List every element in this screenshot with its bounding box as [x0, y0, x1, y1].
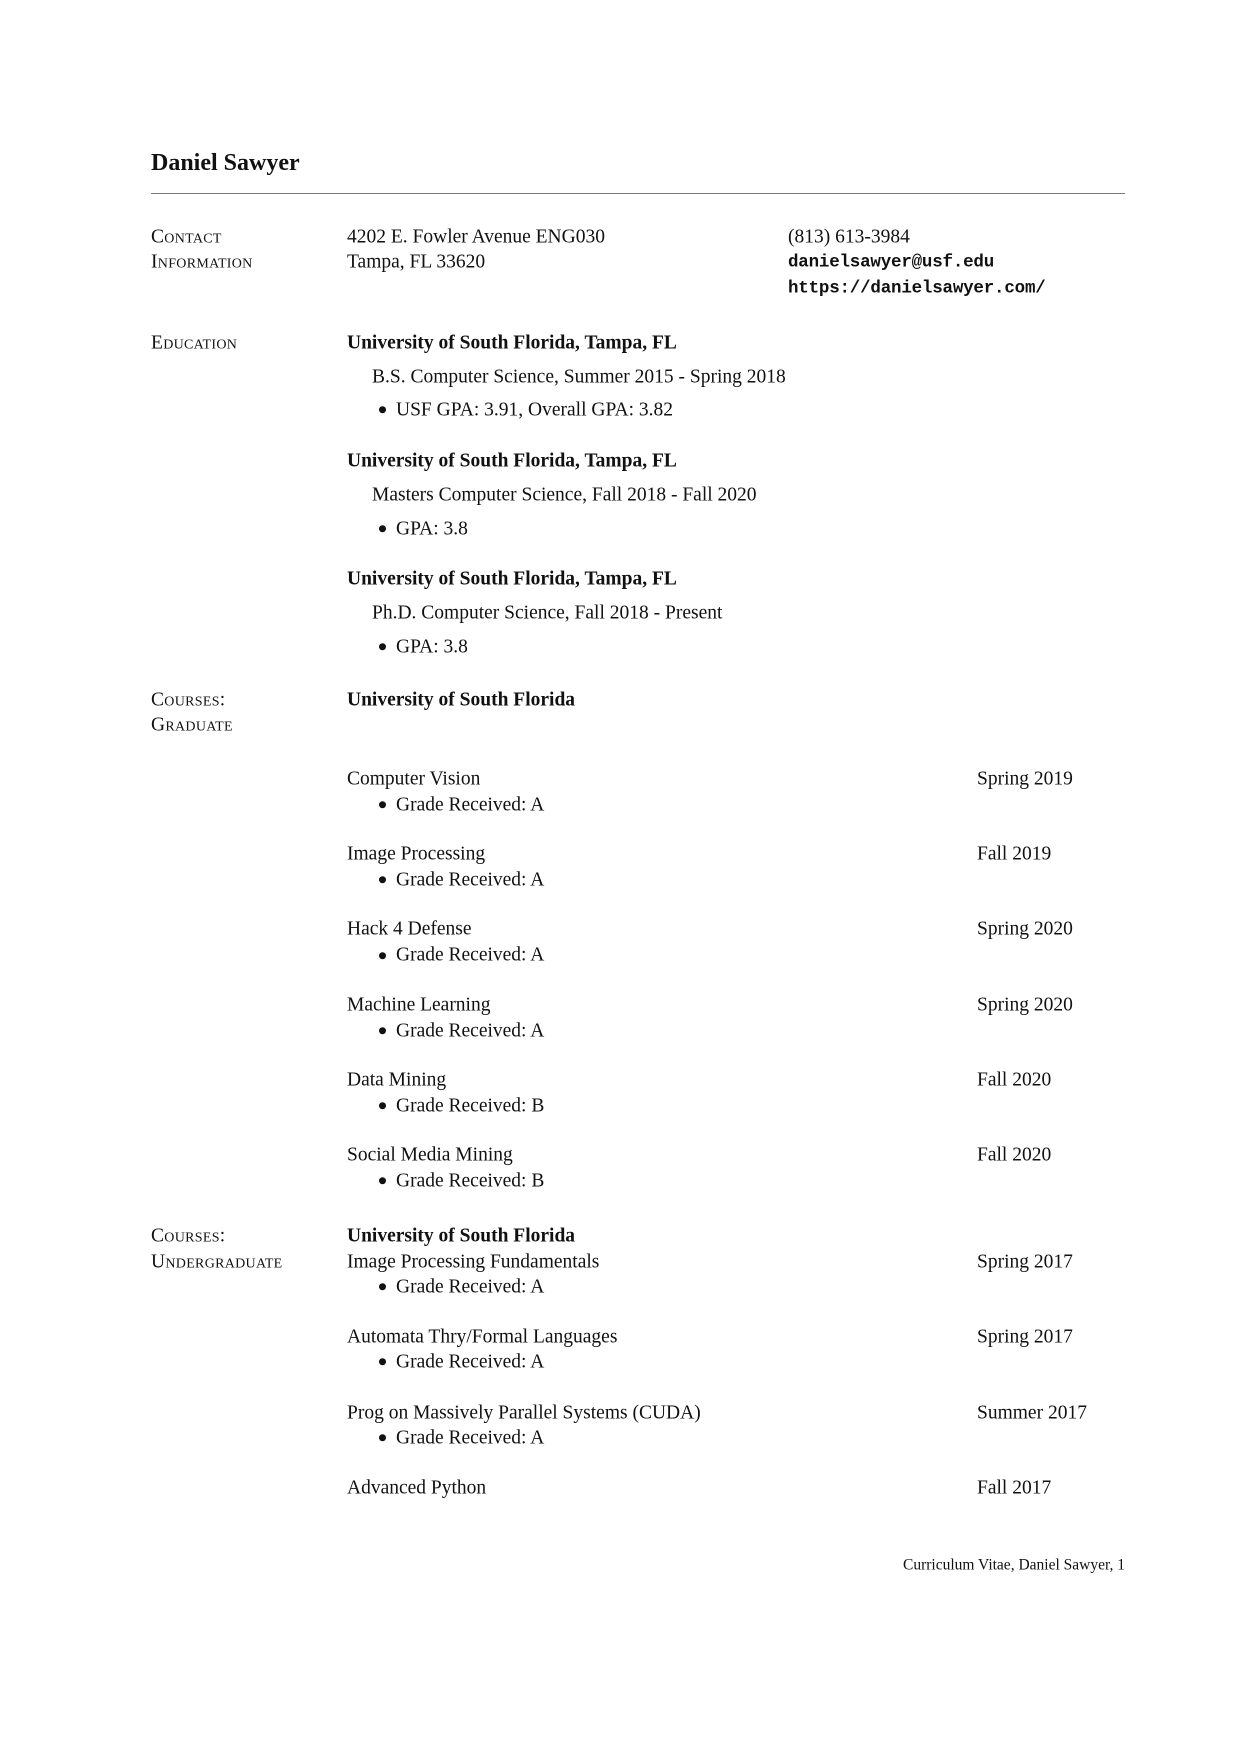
course-grade-item [379, 1021, 544, 1041]
course-term: Spring 2019 [977, 768, 1073, 790]
course-name: Image Processing [347, 843, 486, 865]
course-grade: Grade Received: A [396, 1427, 545, 1449]
course-name: Social Media Mining [347, 1144, 513, 1166]
bullet-icon [379, 644, 386, 651]
bullet-icon [379, 802, 386, 809]
address-line1: 4202 E. Fowler Avenue ENG030 [347, 226, 605, 248]
course-term: Fall 2020 [977, 1144, 1052, 1166]
bullet-icon [379, 1359, 386, 1366]
bullet-icon [379, 1284, 386, 1291]
education-degree: Ph.D. Computer Science, Fall 2018 - Present [372, 602, 723, 624]
page-footer: Curriculum Vitae, Daniel Sawyer, 1 [903, 1556, 1125, 1574]
phone: (813) 613-3984 [788, 226, 910, 248]
course-grade-item [379, 1096, 544, 1116]
course-term: Spring 2020 [977, 918, 1073, 940]
bullet-icon [379, 1102, 386, 1109]
address-line2: Tampa, FL 33620 [347, 251, 486, 273]
education-institution: University of South Florida, Tampa, FL [347, 332, 677, 354]
course-grade-item [379, 870, 544, 890]
education-degree: Masters Computer Science, Fall 2018 - Fall 2020 [372, 484, 757, 506]
course-term: Summer 2017 [977, 1402, 1087, 1424]
course-term: Spring 2017 [977, 1326, 1073, 1348]
course-name: Automata Thry/Formal Languages [347, 1326, 618, 1348]
course-grade-item [379, 1428, 544, 1448]
course-grade-item [379, 946, 544, 966]
course-grade-item [379, 1171, 544, 1191]
course-grade: Grade Received: A [396, 944, 545, 966]
education-detail-item [379, 519, 468, 539]
course-name: Image Processing Fundamentals [347, 1251, 600, 1273]
course-term: Fall 2020 [977, 1069, 1052, 1091]
contact-label-line2: Information [151, 251, 253, 273]
bullet-icon [379, 877, 386, 884]
header-rule [151, 193, 1125, 194]
course-grade: Grade Received: A [396, 869, 545, 891]
course-grade: Grade Received: A [396, 1276, 545, 1298]
course-name: Advanced Python [347, 1477, 487, 1499]
course-grade: Grade Received: A [396, 1351, 545, 1373]
bullet-icon [379, 1435, 386, 1442]
course-term: Spring 2017 [977, 1251, 1073, 1273]
course-grade-item [379, 1352, 544, 1372]
course-name: Computer Vision [347, 768, 481, 790]
courses-undergraduate-label-line2: Undergraduate [151, 1251, 283, 1273]
course-term: Fall 2019 [977, 843, 1052, 865]
bullet-icon [379, 407, 386, 414]
contact-label-line1: Contact [151, 226, 222, 248]
courses-graduate-label-line2: Graduate [151, 714, 233, 736]
education-detail-item [379, 400, 673, 420]
course-name: Machine Learning [347, 993, 491, 1015]
email-link[interactable]: danielsawyer@usf.edu [788, 252, 995, 273]
bullet-icon [379, 1178, 386, 1185]
bullet-icon [379, 526, 386, 533]
course-grade: Grade Received: A [396, 794, 545, 816]
courses-undergraduate-institution: University of South Florida [347, 1225, 576, 1247]
course-grade-item [379, 1277, 544, 1297]
education-label: Education [151, 332, 238, 354]
course-term: Fall 2017 [977, 1477, 1052, 1499]
course-name: Prog on Massively Parallel Systems (CUDA) [347, 1402, 701, 1424]
course-grade: Grade Received: B [396, 1095, 545, 1117]
education-institution: University of South Florida, Tampa, FL [347, 568, 677, 590]
education-degree: B.S. Computer Science, Summer 2015 - Spring 2018 [372, 366, 786, 388]
bullet-icon [379, 1027, 386, 1034]
course-name: Data Mining [347, 1069, 447, 1091]
course-grade: Grade Received: A [396, 1019, 545, 1041]
education-institution: University of South Florida, Tampa, FL [347, 450, 677, 472]
education-detail: USF GPA: 3.91, Overall GPA: 3.82 [396, 399, 674, 421]
education-detail: GPA: 3.8 [396, 636, 468, 658]
cv-name: Daniel Sawyer [151, 150, 300, 176]
education-detail-item [379, 637, 468, 657]
courses-graduate-label-line1: Courses: [151, 689, 226, 711]
course-grade: Grade Received: B [396, 1170, 545, 1192]
education-detail: GPA: 3.8 [396, 518, 468, 540]
courses-undergraduate-label-line1: Courses: [151, 1225, 226, 1247]
bullet-icon [379, 952, 386, 959]
website-link[interactable]: https://danielsawyer.com/ [788, 278, 1046, 299]
courses-graduate-institution: University of South Florida [347, 689, 576, 711]
course-term: Spring 2020 [977, 993, 1073, 1015]
course-name: Hack 4 Defense [347, 918, 472, 940]
course-grade-item [379, 795, 544, 815]
